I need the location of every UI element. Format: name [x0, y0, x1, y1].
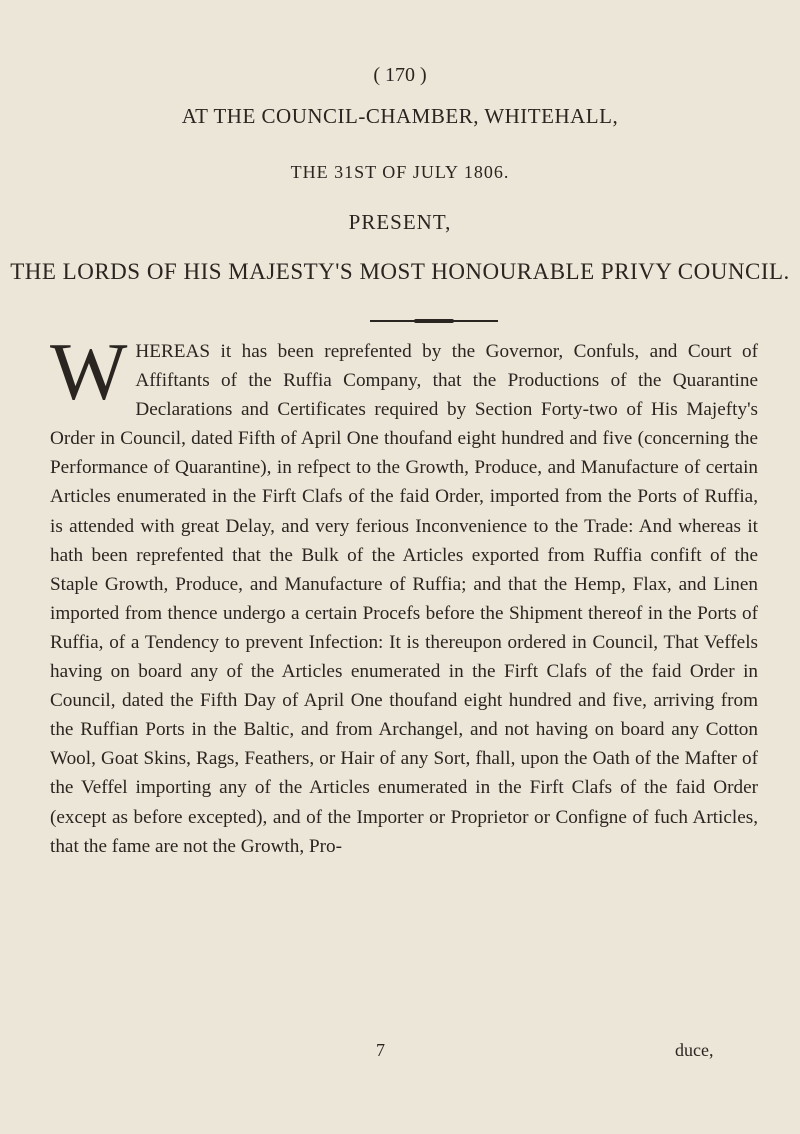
heading-assembly: THE LORDS OF HIS MAJESTY'S MOST HONOURABLE PRIVY COUNCIL. — [10, 259, 790, 284]
signature-mark: 7 — [376, 1040, 385, 1060]
heading-date: THE 31ST OF JULY 1806. — [290, 162, 510, 182]
ornamental-rule — [370, 320, 498, 322]
drop-cap: W — [50, 326, 128, 417]
body-paragraph — [50, 326, 758, 861]
heading-present: PRESENT, — [348, 210, 452, 234]
catchword: duce, — [675, 1040, 714, 1060]
body-text: HEREAS it has been reprefented by the Governor, Confuls, and Court of Affiftants of the Ruffia Company, that the Productions of the Quarantine Declarations and Certificates required by Section Forty-two of His Majefty's Order in Council, dated Fifth of April One thoufand eight hundred and five (concerning the Performance of Quarantine), in refpect to the Growth, Produce, and Manufacture of certain Articles enumerated in the Firft Clafs of the faid Order, imported from the Ports of Ruffia, is attended with great Delay, and very ferious Inconvenience to the Trade: And whereas it hath been reprefented that the Bulk of the Articles exported from Ruffia confift of the Staple Growth, Produce, and Manufacture of Ruffia; and that the Hemp, Flax, and Linen imported from thence undergo a certain Procefs before the Shipment thereof in the Ports of Ruffia, of a Tendency to prevent Infection: It is thereupon ordered in Council, That Veffels having on board any of the Articles enumerated in the Firft Clafs of the faid Order in Council, dated the Fifth Day of April One thoufand eight hundred and five, arriving from the Ruffian Ports in the Baltic, and from Archangel, and not having on board any Cotton Wool, Goat Skins, Rags, Feathers, or Hair of any Sort, fhall, upon the Oath of the Mafter of the Veffel importing any of the Articles enumerated in the Firft Clafs of the faid Order (except as before excepted), and of the Importer or Proprietor or Configne of fuch Articles, that the fame are not the Growth, Pro- — [50, 341, 758, 857]
page-number: ( 170 ) — [373, 64, 427, 86]
heading-location: AT THE COUNCIL-CHAMBER, WHITEHALL, — [181, 104, 619, 128]
page-footer — [0, 1040, 800, 1070]
